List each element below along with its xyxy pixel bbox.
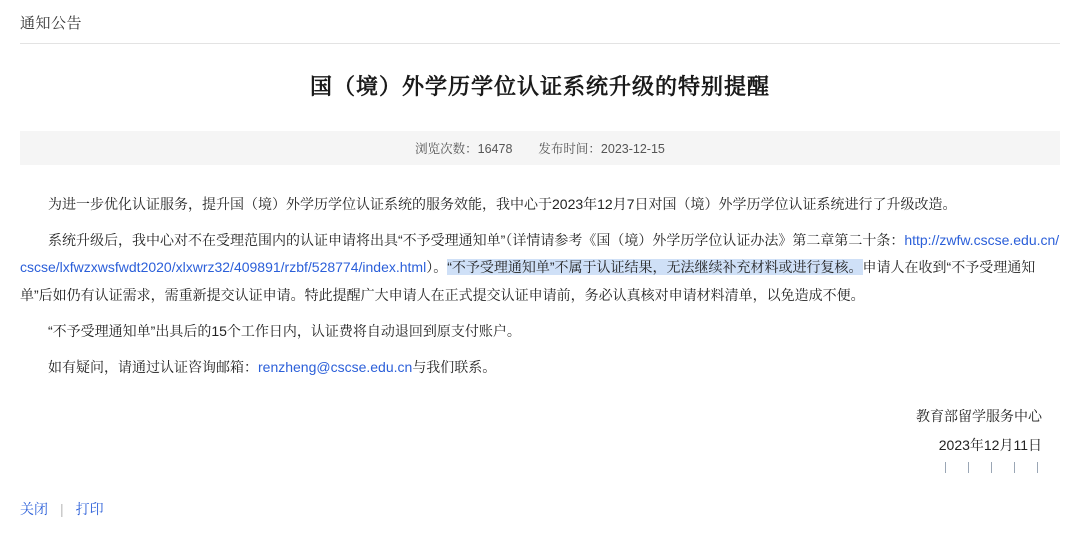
paragraph-2-text-c: 申请人在收到“不予受理通知单”后如仍有认证需求，需重新提交认证申请。特此提醒广大申请人在正式提交认证申请前，务必认真核对申请材料清单，以免造成不便。 bbox=[20, 259, 1036, 303]
breadcrumb[interactable] bbox=[20, 0, 1060, 43]
contact-email-link[interactable]: renzheng@cscse.edu.cn bbox=[258, 359, 413, 376]
paragraph-4 bbox=[20, 354, 1060, 381]
article-body bbox=[20, 191, 1060, 461]
view-count bbox=[415, 139, 512, 157]
publish-date bbox=[538, 139, 664, 157]
footer-separator: | bbox=[60, 501, 64, 517]
paragraph-4-text-b: 与我们联系。 bbox=[412, 359, 497, 376]
paragraph-2 bbox=[20, 227, 1060, 309]
date-tick-marks bbox=[945, 462, 1038, 474]
publish-date-label: 发布时间： bbox=[538, 141, 601, 156]
paragraph-4-text-a: 如有疑问，请通过认证咨询邮箱： bbox=[48, 359, 258, 376]
policy-link[interactable]: http://zwfw.cscse.edu.cn/cscse/lxfwzxwsfwdt2020/xlxwrz32/409891/rzbf/528774/index.html bbox=[20, 232, 1060, 276]
print-button[interactable]: 打印 bbox=[75, 501, 104, 517]
view-count-label: 浏览次数： bbox=[415, 141, 478, 156]
publish-date-value: 2023-12-15 bbox=[600, 141, 665, 156]
signature-date-wrap bbox=[939, 431, 1042, 460]
article-meta-bar bbox=[20, 131, 1060, 165]
page-title: 国（境）外学历学位认证系统升级的特别提醒 bbox=[309, 74, 770, 99]
paragraph-1: 为进一步优化认证服务，提升国（境）外学历学位认证系统的服务效能，我中心于2023年12月7日对国（境）外学历学位认证系统进行了升级改造。 bbox=[48, 195, 957, 212]
signature-block bbox=[20, 402, 1060, 461]
signature-date: 2023年12月11日 bbox=[938, 436, 1042, 453]
close-button[interactable]: 关闭 bbox=[20, 501, 48, 517]
breadcrumb-label: 通知公告 bbox=[20, 15, 83, 32]
highlighted-notice: “不予受理通知单”不属于认证结果，无法继续补充材料或进行复核。 bbox=[447, 259, 863, 276]
paragraph-3: “不予受理通知单”出具后的15个工作日内，认证费将自动退回到原支付账户。 bbox=[48, 322, 521, 339]
footer-actions bbox=[20, 499, 104, 519]
paragraph-2-text-a: 系统升级后，我中心对不在受理范围内的认证申请将出具“不予受理通知单”（详情请参考《国（境）外学历学位认证办法》第二章第二十条： bbox=[48, 232, 905, 249]
paragraph-2-text-b: ）。 bbox=[426, 259, 448, 276]
signature-organization: 教育部留学服务中心 bbox=[916, 407, 1042, 424]
view-count-value: 16478 bbox=[477, 141, 513, 156]
header-divider bbox=[20, 43, 1060, 44]
